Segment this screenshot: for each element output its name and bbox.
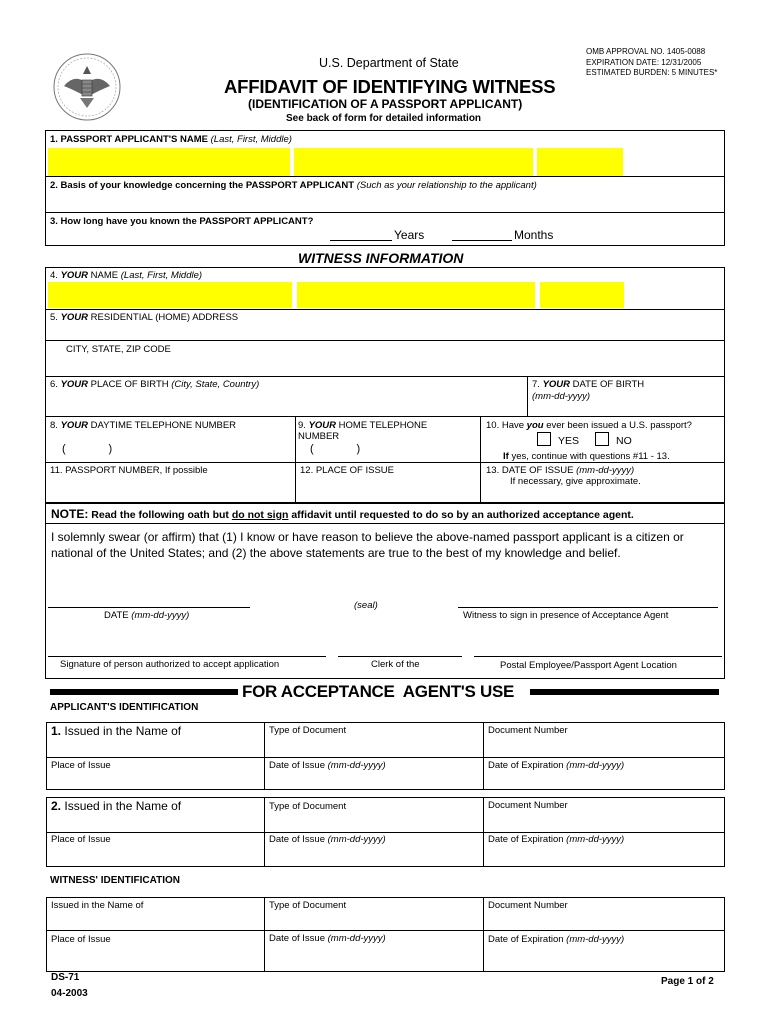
q7-label [532,379,644,390]
witness-sign-label: Witness to sign in presence of Acceptance Agent [463,610,669,621]
witness-signature-line[interactable] [458,607,718,608]
q9-num: 9. [298,420,306,431]
q13-text: 13. DATE OF ISSUE [486,465,574,476]
id2-num: 2. [51,799,62,813]
date-label [104,610,189,621]
q11-label: 11. PASSPORT NUMBER, If possible [50,465,208,476]
clerk-line[interactable] [338,656,462,657]
q5-your: YOUR [60,312,89,323]
witness-identification-heading: WITNESS' IDENTIFICATION [50,875,180,886]
applicant-last-name-field[interactable] [48,148,290,176]
id2-date-issue-text: Date of Issue [269,834,325,845]
q6-hint: (City, State, Country) [171,379,260,390]
no-label: NO [616,435,632,447]
home-phone-field[interactable]: ( ) [310,443,361,455]
date-of-issue-field[interactable] [484,488,722,501]
id2-name-label [51,799,181,813]
street-address-field[interactable] [48,324,722,340]
witness-id-name-label: Issued in the Name of [51,900,144,911]
department-name: U.S. Department of State [319,56,459,70]
q1-hint: (Last, First, Middle) [210,134,292,145]
form-number: DS-71 [51,972,80,983]
note-label: NOTE: [51,507,89,521]
q10-label [486,420,692,431]
witness-id-date-issue-label [269,933,386,944]
id1-name-label [51,724,181,738]
witness-id-date-issue-text: Date of Issue [269,933,325,944]
note-text-b: affidavit until requested to do so by an authorized acceptance agent. [291,509,634,521]
acceptance-agent-heading: FOR ACCEPTANCE AGENT'S USE [242,682,515,701]
witness-id-docnum-label: Document Number [488,900,568,911]
oath-line-2: national of the United States; and (2) the above statements are true to the best of my knowledge and belief. [51,546,621,560]
q10-continue-text: yes, continue with questions #11 - 13. [511,451,670,462]
id2-date-exp-text: Date of Expiration [488,834,564,845]
witness-id-date-issue-hint: (mm-dd-yyyy) [327,933,386,944]
passport-no-checkbox[interactable] [595,432,609,446]
postal-location-line[interactable] [474,656,722,657]
witness-first-name-field[interactable] [297,282,535,308]
id1-date-issue-label [269,760,386,771]
q8-num: 8. [50,420,58,431]
page-number: Page 1 of 2 [661,976,714,987]
q2-label [50,180,537,191]
q10-if: If [503,451,509,462]
q7-hint: (mm-dd-yyyy) [532,391,591,402]
expiration-date: EXPIRATION DATE: 12/31/2005 [586,57,702,67]
q10-continue [503,451,670,462]
q12-label: 12. PLACE OF ISSUE [300,465,394,476]
q8-text: DAYTIME TELEPHONE NUMBER [90,420,237,431]
q5-num: 5. [50,312,58,323]
q6-label [50,379,259,390]
page-subtitle: (IDENTIFICATION OF A PASSPORT APPLICANT) [248,97,523,111]
q9-label [298,420,427,431]
q1-label-text: 1. PASSPORT APPLICANT'S NAME [50,134,208,145]
witness-id-type-label: Type of Document [269,900,347,911]
q9-label-line2: NUMBER [298,431,340,442]
months-label: Months [514,228,554,242]
passport-yes-checkbox[interactable] [537,432,551,446]
witness-id-date-exp-text: Date of Expiration [488,934,564,945]
id2-text: Issued in the Name of [64,799,182,813]
seal-label: (seal) [354,600,378,611]
q4-hint: (Last, First, Middle) [120,270,203,281]
applicant-identification-heading: APPLICANT'S IDENTIFICATION [50,702,199,713]
oath-line-1: I solemnly swear (or affirm) that (1) I know or have reason to believe the above-named passport applicant is a citizen or [51,530,684,544]
months-field[interactable] [452,240,512,241]
q3-label: 3. How long have you known the PASSPORT APPLICANT? [50,216,314,227]
q5-text: RESIDENTIAL (HOME) ADDRESS [90,312,239,323]
witness-id-date-exp-label [488,934,624,945]
form-date: 04-2003 [51,988,88,999]
q8-your: YOUR [60,420,89,431]
note-do-not-sign: do not sign [231,509,289,521]
witness-information-heading: WITNESS INFORMATION [298,250,464,266]
id1-docnum-label: Document Number [488,725,568,736]
id2-place-label: Place of Issue [51,834,111,845]
q13-approx: If necessary, give approximate. [510,476,641,487]
id1-type-label: Type of Document [269,725,347,736]
q8-label [50,420,236,431]
city-state-zip-field[interactable] [48,356,722,374]
id2-date-issue-label [269,834,386,845]
id1-date-exp-hint: (mm-dd-yyyy) [566,760,625,771]
id1-text: Issued in the Name of [64,724,182,738]
omb-approval [586,47,717,79]
estimated-burden: ESTIMATED BURDEN: 5 MINUTES* [586,68,718,77]
q13-hint: (mm-dd-yyyy) [576,465,635,476]
daytime-phone-field[interactable]: ( ) [62,443,113,455]
applicant-first-name-field[interactable] [294,148,533,176]
postal-location-label: Postal Employee/Passport Agent Location [500,660,677,671]
id1-date-issue-hint: (mm-dd-yyyy) [327,760,386,771]
omb-number: OMB APPROVAL NO. 1405-0088 [586,47,706,56]
date-label-hint: (mm-dd-yyyy) [131,610,190,621]
date-label-text: DATE [104,610,129,621]
q2-hint: (Such as your relationship to the applicant) [356,180,537,191]
great-seal-icon [52,52,122,122]
date-signature-line[interactable] [48,607,250,608]
years-field[interactable] [330,240,392,241]
clerk-label: Clerk of the [371,659,420,670]
relationship-field[interactable] [48,192,722,212]
q4-label [50,270,202,281]
q9-text: HOME TELEPHONE [338,420,428,431]
see-back-note: See back of form for detailed information [286,113,482,124]
id2-type-label: Type of Document [269,801,347,812]
city-state-zip-label: CITY, STATE, ZIP CODE [66,344,171,355]
id1-place-label: Place of Issue [51,760,111,771]
authorized-signature-label: Signature of person authorized to accept application [60,659,280,670]
oath-text [51,529,684,561]
authorized-signature-line[interactable] [48,656,326,657]
place-of-issue-field[interactable] [298,478,478,500]
passport-number-field[interactable] [48,478,292,500]
q6-text: PLACE OF BIRTH [90,379,169,390]
q7-your: YOUR [542,379,571,390]
applicant-middle-name-field[interactable] [537,148,623,176]
id2-date-issue-hint: (mm-dd-yyyy) [327,834,386,845]
q4-text: NAME [90,270,119,281]
q7-num: 7. [532,379,540,390]
yes-label: YES [558,435,580,447]
id2-docnum-label: Document Number [488,800,568,811]
q10-text-b: ever been issued a U.S. passport? [546,420,692,431]
q6-your: YOUR [60,379,89,390]
id2-date-exp-label [488,834,624,845]
q10-text-a: 10. Have [486,420,525,431]
q1-label [50,134,292,145]
witness-id-place-label: Place of Issue [51,934,111,945]
agent-rule-left [50,689,238,695]
date-of-birth-field[interactable] [530,402,722,414]
q10-you: you [526,420,544,431]
page-title: AFFIDAVIT OF IDENTIFYING WITNESS [224,76,556,97]
q2-label-text: 2. Basis of your knowledge concerning the PASSPORT APPLICANT [50,180,355,191]
witness-id-date-exp-hint: (mm-dd-yyyy) [566,934,625,945]
agent-rule-right [530,689,719,695]
q6-num: 6. [50,379,58,390]
witness-last-name-field[interactable] [48,282,292,308]
place-of-birth-field[interactable] [48,392,524,414]
id1-date-exp-label [488,760,624,771]
id1-date-exp-text: Date of Expiration [488,760,564,771]
witness-middle-name-field[interactable] [540,282,624,308]
id2-date-exp-hint: (mm-dd-yyyy) [566,834,625,845]
id1-num: 1. [51,724,62,738]
years-label: Years [394,228,425,242]
q7-text: DATE OF BIRTH [572,379,645,390]
q5-label [50,312,238,323]
q9-your: YOUR [308,420,337,431]
q13-label [486,465,634,476]
note-text-a: Read the following oath but [91,509,229,521]
q4-num: 4. [50,270,58,281]
oath-note [51,507,634,521]
q4-your: YOUR [60,270,89,281]
id1-date-issue-text: Date of Issue [269,760,325,771]
